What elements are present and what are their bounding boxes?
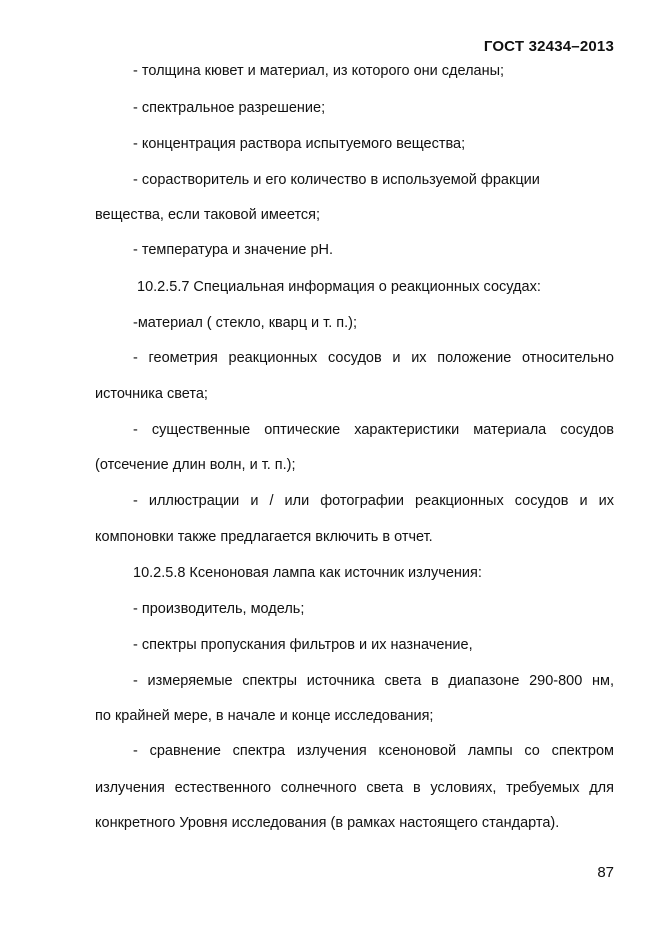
- list-item-continuation: конкретного Уровня исследования (в рамках настоящего стандарта).: [95, 815, 560, 831]
- page-number: 87: [597, 864, 614, 881]
- section-heading-10-2-5-7: 10.2.5.7 Специальная информация о реакционных сосудах:: [137, 279, 541, 295]
- list-item: - сравнение спектра излучения ксеноновой лампы со спектром: [133, 743, 614, 759]
- list-item: - иллюстрации и / или фотографии реакционных сосудов и их: [133, 493, 614, 509]
- list-item: - температура и значение рН.: [133, 242, 334, 258]
- list-item: - измеряемые спектры источника света в диапазоне 290-800 нм,: [133, 673, 614, 689]
- list-item: - толщина кювет и материал, из которого они сделаны;: [133, 63, 505, 79]
- standard-header: ГОСТ 32434–2013: [483, 38, 614, 55]
- list-item-continuation: источника света;: [95, 386, 208, 402]
- list-item: -материал ( стекло, кварц и т. п.);: [133, 315, 358, 331]
- list-item-continuation: компоновки также предлагается включить в отчет.: [95, 529, 433, 545]
- list-item: - спектральное разрешение;: [133, 100, 326, 116]
- section-heading-10-2-5-8: 10.2.5.8 Ксеноновая лампа как источник излучения:: [133, 565, 482, 581]
- list-item: - сорастворитель и его количество в используемой фракции: [133, 172, 540, 188]
- list-item-continuation: излучения естественного солнечного света в условиях, требуемых для: [95, 780, 614, 796]
- list-item: - геометрия реакционных сосудов и их положение относительно: [133, 350, 614, 366]
- list-item-continuation: по крайней мере, в начале и конце исследования;: [95, 708, 434, 724]
- list-item-continuation: вещества, если таковой имеется;: [95, 207, 321, 223]
- list-item: - производитель, модель;: [133, 601, 305, 617]
- list-item: - существенные оптические характеристики материала сосудов: [133, 422, 614, 438]
- list-item: - концентрация раствора испытуемого вещества;: [133, 136, 466, 152]
- list-item-continuation: (отсечение длин волн, и т. п.);: [95, 457, 296, 473]
- list-item: - спектры пропускания фильтров и их назначение,: [133, 637, 473, 653]
